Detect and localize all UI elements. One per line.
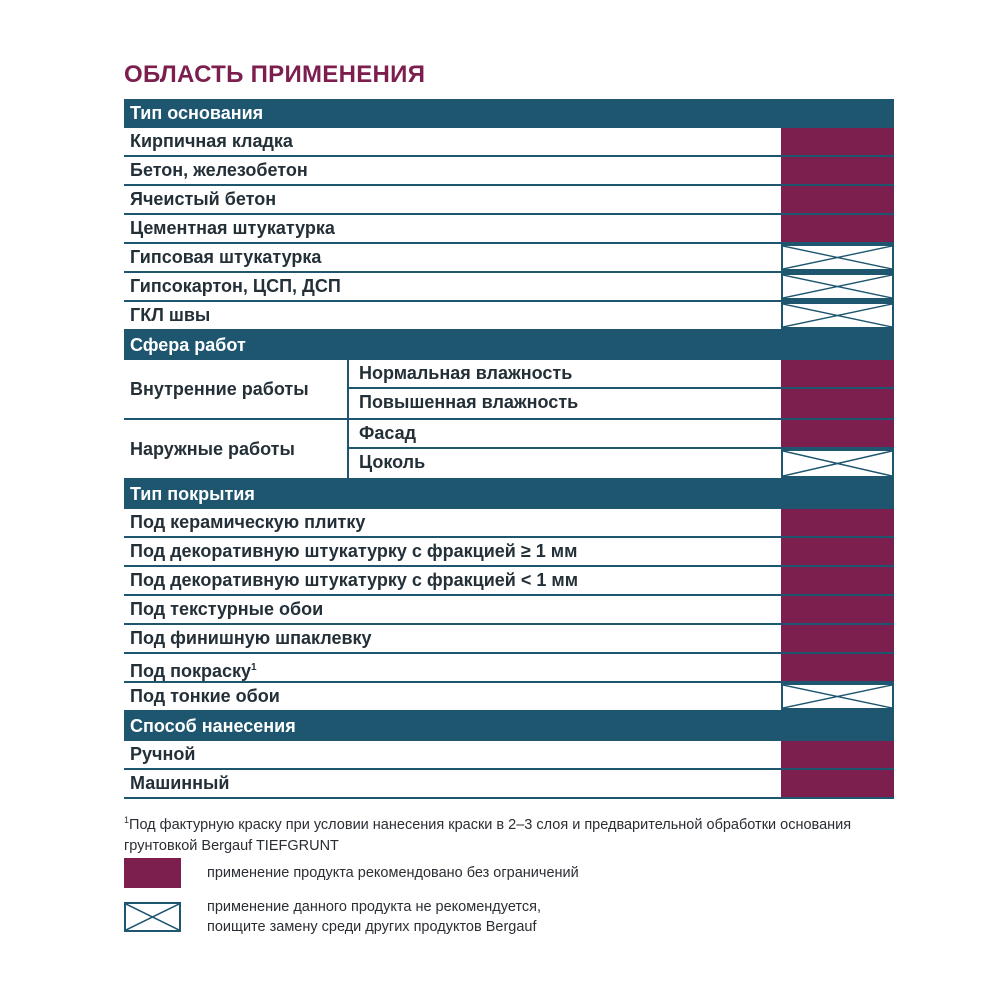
- table-row: [124, 186, 894, 215]
- footnote-ref: 1: [251, 662, 257, 673]
- row-label-text: Под покраску: [130, 661, 252, 681]
- table-row: [124, 302, 894, 331]
- row-label: Цоколь: [359, 452, 426, 472]
- row-label: Фасад: [359, 423, 417, 443]
- table-row: [124, 770, 894, 799]
- recommended-cell: [781, 741, 894, 768]
- table-row: [124, 215, 894, 244]
- legend-recommended: [124, 858, 579, 888]
- not-recommended-cross-icon: [781, 449, 894, 478]
- section-header-method: Способ нанесения: [124, 712, 894, 741]
- legend-recommended-swatch: [124, 858, 181, 888]
- footnote-text: Под фактурную краску при условии нанесения краски в 2–3 слоя и предварительной обработки основания грунтовкой Bergauf TIEFGRUNT: [124, 816, 852, 854]
- row-label: Цементная штукатурка: [130, 218, 335, 238]
- table-row: [124, 683, 894, 712]
- row-label: Бетон, железобетон: [130, 160, 308, 180]
- work-groups: [124, 360, 894, 480]
- table-row: [124, 538, 894, 567]
- row-label: Под финишную шпаклевку: [130, 628, 372, 648]
- recommended-cell: [781, 654, 894, 681]
- table-row: [349, 360, 894, 389]
- not-recommended-cross-icon: [781, 273, 894, 300]
- legend-cross-icon: [124, 902, 181, 932]
- table-row: [124, 596, 894, 625]
- recommended-cell: [781, 360, 894, 387]
- row-label: Гипсовая штукатурка: [130, 247, 322, 267]
- row-label: Под декоративную штукатурку с фракцией < 1 мм: [130, 570, 579, 590]
- recommended-cell: [781, 596, 894, 623]
- table-row: [124, 157, 894, 186]
- row-label: Под керамическую плитку: [130, 512, 366, 532]
- page-title: ОБЛАСТЬ ПРИМЕНЕНИЯ: [124, 61, 426, 88]
- recommended-cell: [781, 567, 894, 594]
- work-group-label: Внутренние работы: [124, 360, 349, 418]
- method-rows: [124, 741, 894, 799]
- recommended-cell: [781, 509, 894, 536]
- row-label: Гипсокартон, ЦСП, ДСП: [130, 276, 341, 296]
- table-row: [124, 625, 894, 654]
- legend-not-recommended-line2: поищите замену среди других продуктов Bergauf: [207, 919, 537, 935]
- row-label: [124, 654, 781, 681]
- row-label: Под тонкие обои: [130, 686, 280, 706]
- row-label: Под текстурные обои: [130, 599, 324, 619]
- row-label: Ячеистый бетон: [130, 189, 277, 209]
- recommended-cell: [781, 215, 894, 242]
- legend-not-recommended: [124, 897, 541, 937]
- row-label: Машинный: [130, 773, 230, 793]
- table-row: [124, 509, 894, 538]
- footnote-mark: 1: [124, 815, 130, 825]
- row-label: Нормальная влажность: [359, 363, 573, 383]
- work-group: [124, 360, 894, 420]
- not-recommended-cross-icon: [781, 302, 894, 329]
- work-group: [124, 420, 894, 480]
- legend-not-recommended-text: [207, 897, 541, 937]
- not-recommended-cross-icon: [781, 683, 894, 710]
- table-row: [349, 389, 894, 418]
- coating-rows: [124, 509, 894, 712]
- section-header-work: Сфера работ: [124, 331, 894, 360]
- table-row: [349, 420, 894, 449]
- row-label: Кирпичная кладка: [130, 131, 293, 151]
- legend-recommended-text: применение продукта рекомендовано без ограничений: [207, 865, 579, 881]
- recommended-cell: [781, 389, 894, 418]
- recommended-cell: [781, 625, 894, 652]
- work-group-rows: [349, 360, 894, 418]
- table-row: [349, 449, 894, 478]
- application-table: [124, 99, 894, 799]
- base-rows: [124, 128, 894, 331]
- work-group-label: Наружные работы: [124, 420, 349, 478]
- not-recommended-cross-icon: [781, 244, 894, 271]
- recommended-cell: [781, 157, 894, 184]
- table-row: [124, 244, 894, 273]
- section-header-base: Тип основания: [124, 99, 894, 128]
- row-label: ГКЛ швы: [130, 305, 211, 325]
- legend-not-recommended-line1: применение данного продукта не рекомендуется,: [207, 899, 542, 915]
- row-label: Ручной: [130, 744, 196, 764]
- footnote: [124, 810, 904, 857]
- row-label: Под декоративную штукатурку с фракцией ≥ 1 мм: [130, 541, 578, 561]
- table-row: [124, 128, 894, 157]
- recommended-cell: [781, 770, 894, 797]
- row-label: Повышенная влажность: [359, 392, 579, 412]
- work-group-rows: [349, 420, 894, 478]
- table-row: [124, 567, 894, 596]
- table-row: [124, 273, 894, 302]
- table-row: [124, 741, 894, 770]
- recommended-cell: [781, 420, 894, 447]
- recommended-cell: [781, 538, 894, 565]
- table-row: [124, 654, 894, 683]
- section-header-coating: Тип покрытия: [124, 480, 894, 509]
- recommended-cell: [781, 128, 894, 155]
- recommended-cell: [781, 186, 894, 213]
